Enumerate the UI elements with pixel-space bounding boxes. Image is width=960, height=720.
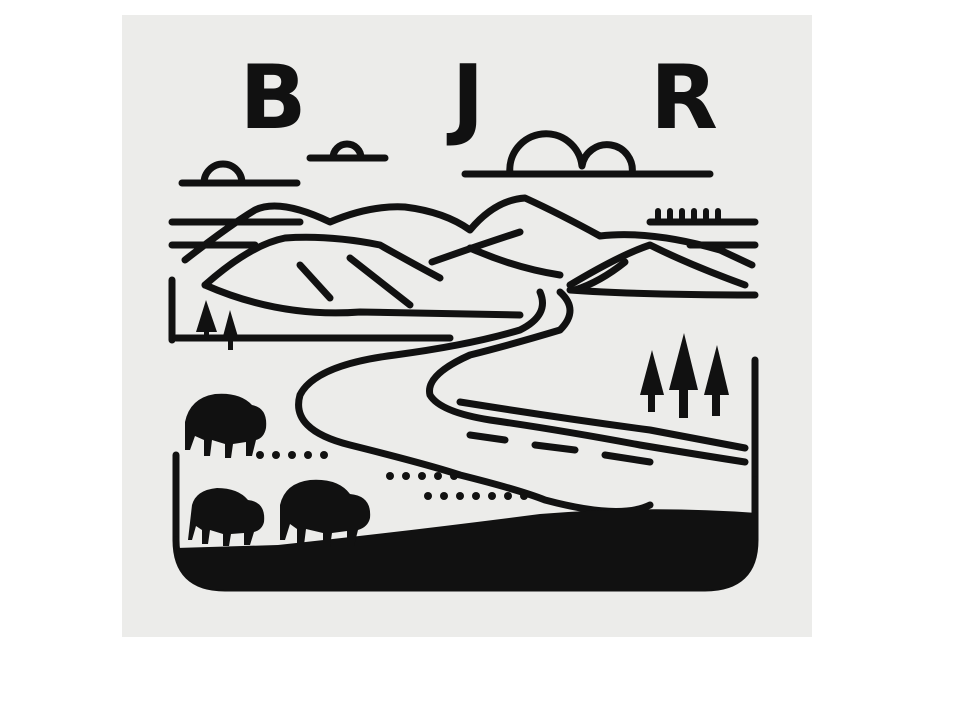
mountain-base bbox=[205, 285, 520, 315]
logo-initial-b: B bbox=[239, 46, 307, 149]
logo-initial-r: R bbox=[650, 46, 718, 149]
mountain-base bbox=[570, 290, 755, 295]
cloud-icon bbox=[510, 134, 633, 174]
tree-icon bbox=[196, 300, 217, 340]
bison-icon bbox=[185, 394, 266, 458]
mountain-slope bbox=[350, 258, 410, 305]
mountain-slope bbox=[470, 248, 560, 275]
tree-icon bbox=[640, 350, 664, 412]
tree-icon bbox=[669, 333, 698, 418]
mountain-slope bbox=[300, 265, 330, 298]
logo-initial-j: J bbox=[451, 46, 485, 149]
tree-icon bbox=[704, 345, 729, 416]
tree-icon bbox=[222, 310, 239, 350]
bison-icon bbox=[188, 488, 264, 546]
